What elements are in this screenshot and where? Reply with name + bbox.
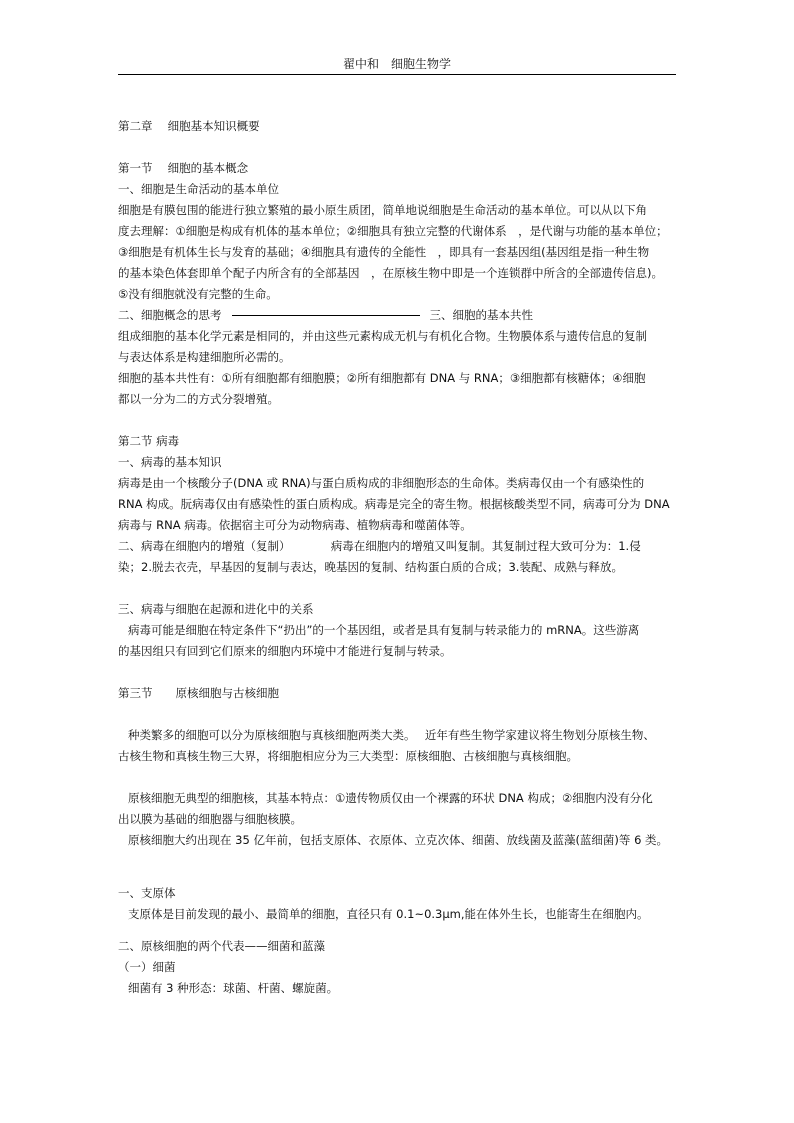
paragraph-line: 病毒与 RNA 病毒。依据宿主可分为动物病毒、植物病毒和噬菌体等。 <box>118 518 472 532</box>
paragraph-line: 细胞是有膜包围的能进行独立繁殖的最小原生质团，简单地说细胞是生命活动的基本单位。可以从以下角 <box>118 203 647 217</box>
paragraph-line: 细菌有 3 种形态：球菌、杆菌、螺旋菌。 <box>128 981 339 995</box>
subsection-title: 三、病毒与细胞在起源和进化中的关系 <box>118 602 314 616</box>
subsection-title: 一、细胞是生命活动的基本单位 <box>118 182 279 196</box>
chapter-title: 第二章 细胞基本知识概要 <box>118 119 260 133</box>
section-title: 第三节 原核细胞与古核细胞 <box>118 686 279 700</box>
subsection-title: 三、细胞的基本共性 <box>429 308 533 322</box>
subsection-title: 二、细胞概念的思考 <box>118 308 222 322</box>
paragraph-line: 病毒可能是细胞在特定条件下“扔出”的一个基因组，或者是具有复制与转录能力的 mRNA。这些游离 <box>128 623 640 637</box>
paragraph-line: 原核细胞无典型的细胞核，其基本特点：①遗传物质仅由一个裸露的环状 DNA 构成；②细胞内没有分化 <box>128 791 653 805</box>
section-title: 第二节 病毒 <box>118 434 180 448</box>
horizontal-rule <box>232 315 420 316</box>
paragraph-line: 原核细胞大约出现在 35 亿年前，包括支原体、衣原体、立克次体、细菌、放线菌及蓝藻(蓝细菌)等 6 类。 <box>128 833 669 847</box>
paragraph-line: 二、病毒在细胞内的增殖（复制） 病毒在细胞内的增殖又叫复制。其复制过程大致可分为：1.侵 <box>118 539 641 553</box>
section-title: 第一节 细胞的基本概念 <box>118 161 249 175</box>
paragraph-line: 古核生物和真核生物三大界，将细胞相应分为三大类型：原核细胞、古核细胞与真核细胞。 <box>118 749 578 763</box>
paragraph-line: RNA 构成。朊病毒仅由有感染性的蛋白质构成。病毒是完全的寄生物。根据核酸类型不同，病毒可分为 DNA <box>118 497 670 511</box>
paragraph-line: 与表达体系是构建细胞所必需的。 <box>118 350 291 364</box>
subsubsection-title: （一）细菌 <box>118 960 176 974</box>
paragraph-line: 种类繁多的细胞可以分为原核细胞与真核细胞两类大类。 近年有些生物学家建议将生物划分原核生物、 <box>128 728 655 742</box>
paragraph-line: 支原体是目前发现的最小、最简单的细胞，直径只有 0.1~0.3μm,能在体外生长，也能寄生在细胞内。 <box>128 907 649 921</box>
subsection-line <box>118 305 680 326</box>
paragraph-line: 染；2.脱去衣壳，早基因的复制与表达，晚基因的复制、结构蛋白质的合成；3.装配、成熟与释放。 <box>118 560 623 574</box>
paragraph-line: 的基因组只有回到它们原来的细胞内环境中才能进行复制与转录。 <box>118 644 452 658</box>
paragraph-line: 组成细胞的基本化学元素是相同的，并由这些元素构成无机与有机化合物。生物膜体系与遗传信息的复制 <box>118 329 647 343</box>
subsection-title: 一、支原体 <box>118 886 176 900</box>
subsection-title: 一、病毒的基本知识 <box>118 455 222 469</box>
paragraph-line: 的基本染色体套即单个配子内所含有的全部基因 ，在原核生物中即是一个连锁群中所含的全部遗传信息)。 <box>118 266 663 280</box>
page-header: 翟中和 细胞生物学 <box>118 55 676 75</box>
paragraph-line: 出以膜为基础的细胞器与细胞核膜。 <box>118 812 302 826</box>
paragraph-line: 细胞的基本共性有：①所有细胞都有细胞膜；②所有细胞都有 DNA 与 RNA；③细胞都有核糖体；④细胞 <box>118 371 646 385</box>
document-body <box>118 116 680 999</box>
paragraph-line: ⑤没有细胞就没有完整的生命。 <box>118 287 278 301</box>
paragraph-line: 都以一分为二的方式分裂增殖。 <box>118 392 279 406</box>
paragraph-line: 病毒是由一个核酸分子(DNA 或 RNA)与蛋白质构成的非细胞形态的生命体。类病毒仅由一个有感染性的 <box>118 476 645 490</box>
paragraph-line: ③细胞是有机体生长与发育的基础；④细胞具有遗传的全能性 ，即具有一套基因组(基因组是指一种生物 <box>118 245 650 259</box>
subsection-title: 二、原核细胞的两个代表——细菌和蓝藻 <box>118 939 325 953</box>
paragraph-line: 度去理解：①细胞是构成有机体的基本单位；②细胞具有独立完整的代谢体系 ，是代谢与功能的基本单位； <box>118 224 668 238</box>
